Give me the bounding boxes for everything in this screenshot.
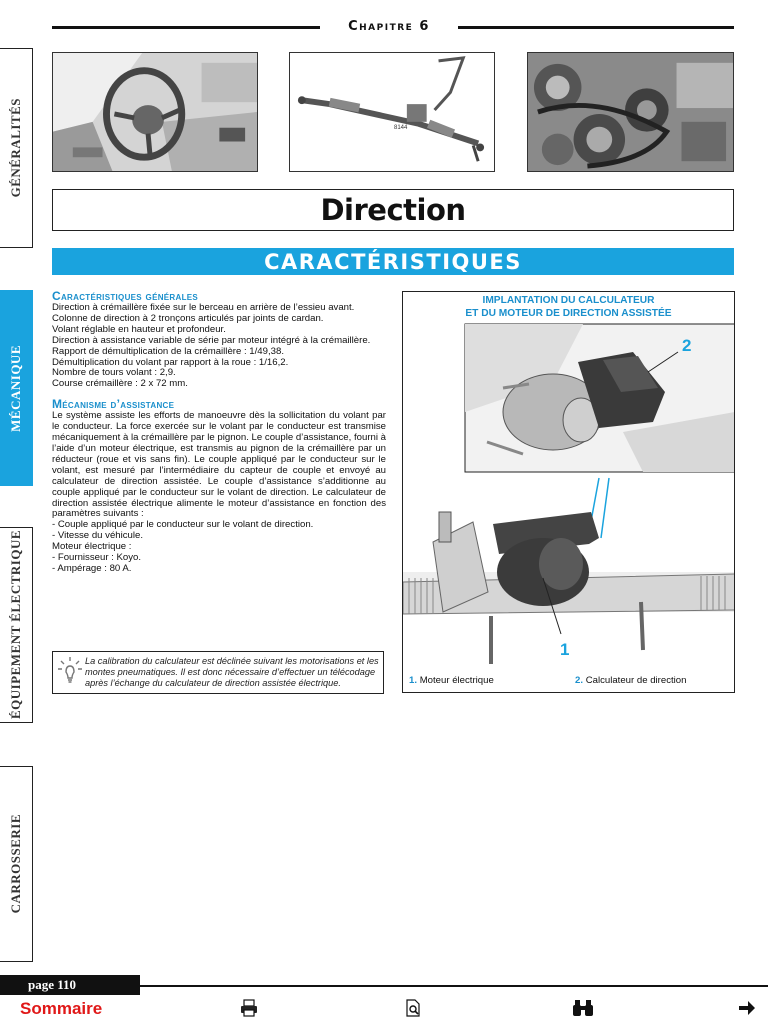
tab-generalites[interactable]	[0, 48, 33, 248]
section-band	[52, 248, 734, 275]
tab-label: CARROSSERIE	[8, 814, 23, 914]
general-line: Volant réglable en hauteur et profondeur.	[52, 323, 226, 335]
callout-2: 2	[682, 336, 692, 355]
legend-item-2	[575, 675, 686, 686]
section-title: CARACTÉRISTIQUES	[264, 249, 522, 274]
figure-title	[403, 295, 734, 320]
page-title: Direction	[320, 193, 466, 227]
photo-steering-rack	[289, 52, 495, 172]
sommaire-link[interactable]: Sommaire	[20, 999, 103, 1018]
header-rule-right	[458, 26, 734, 29]
next-arrow-icon[interactable]	[738, 999, 756, 1017]
assist-line: - Vitesse du véhicule.	[52, 530, 144, 542]
footer-rule	[140, 985, 768, 987]
assist-line: Moteur électrique :	[52, 541, 132, 553]
callout-1: 1	[560, 640, 570, 659]
assist-paragraph: Le système assiste les efforts de manoeuvre dès la sollicitation du volant par le conducteur. La force exercée sur le volant par le conducteur est transmise mécaniquement à la crémaillère par le pignon. Le couple d’assistance, fourni à l’aide d’un moteur électrique, est transmis au pignon de la crémaillère par un réducteur (roue et vis sans fin). Le couple appliqué par le conducteur sur le volant, est mesuré par l’intermédiaire du capteur de couple et envoyé au calculateur de direction assistée. Le couple d’assistance s’additionne au couple appliqué par le conducteur sur le volant de direction. Le calculateur de direction assistée électrique alimente le moteur d’assistance en fonction des paramètres suivants :	[52, 410, 386, 520]
chapter-label: Chapitre 6	[348, 19, 430, 34]
photo-engine-bay	[527, 52, 734, 172]
assist-line: - Fournisseur : Koyo.	[52, 552, 142, 564]
tab-label: MÉCANIQUE	[8, 344, 23, 432]
header-rule-left	[52, 26, 320, 29]
document-search-icon[interactable]	[404, 999, 422, 1017]
figure-box	[402, 291, 735, 693]
figure-title-line1: IMPLANTATION DU CALCULATEUR	[482, 295, 655, 306]
general-line: Colonne de direction à 2 tronçons articulés par joints de cardan.	[52, 312, 324, 324]
general-line: Direction à assistance variable de série par moteur intégré à la crémaillère.	[52, 334, 371, 346]
binoculars-icon[interactable]	[572, 999, 594, 1017]
page-number: page 110	[0, 975, 140, 995]
assist-line: - Ampérage : 80 A.	[52, 562, 132, 574]
lightbulb-icon	[58, 656, 82, 684]
note-box	[52, 651, 384, 694]
tab-mecanique[interactable]	[0, 290, 33, 486]
general-line: Course crémaillère : 2 x 72 mm.	[52, 378, 188, 390]
general-heading: Caractéristiques générales	[52, 289, 199, 303]
legend-item-1	[409, 675, 494, 686]
general-line: Direction à crémaillère fixée sur le berceau en arrière de l’essieu avant.	[52, 302, 355, 313]
legend-text: Calculateur de direction	[585, 675, 687, 686]
photo-caption-code: 8144	[394, 125, 408, 131]
general-line: Nombre de tours volant : 2,9.	[52, 367, 176, 379]
general-line: Rapport de démultiplication de la crémaillère : 1/49,38.	[52, 345, 284, 357]
text-column	[52, 289, 386, 575]
tab-equipement-electrique[interactable]	[0, 527, 33, 723]
figure-title-line2: ET DU MOTEUR DE DIRECTION ASSISTÉE	[465, 307, 672, 319]
tab-carrosserie[interactable]	[0, 766, 33, 962]
tab-label: ÉQUIPEMENT ÉLECTRIQUE	[8, 530, 23, 720]
note-text: La calibration du calculateur est déclinée suivant les motorisations et les montes pneumatiques. Il est donc nécessaire d’effectuer un télécodage après l’échange du calculateur de direction assistée électrique.	[85, 656, 379, 688]
legend-number: 2.	[575, 675, 584, 686]
photo-steering-wheel	[52, 52, 258, 172]
legend-text: Moteur électrique	[419, 675, 494, 686]
tab-label: GÉNÉRALITÉS	[8, 98, 23, 198]
general-line: Démultiplication du volant par rapport à la roue : 1/16,2.	[52, 356, 289, 368]
title-box	[52, 189, 734, 231]
assist-heading: Mécanisme d’assistance	[52, 397, 175, 412]
print-icon[interactable]	[240, 999, 258, 1017]
assist-line: - Couple appliqué par le conducteur sur le volant de direction.	[52, 519, 314, 531]
legend-number: 1.	[409, 675, 418, 686]
